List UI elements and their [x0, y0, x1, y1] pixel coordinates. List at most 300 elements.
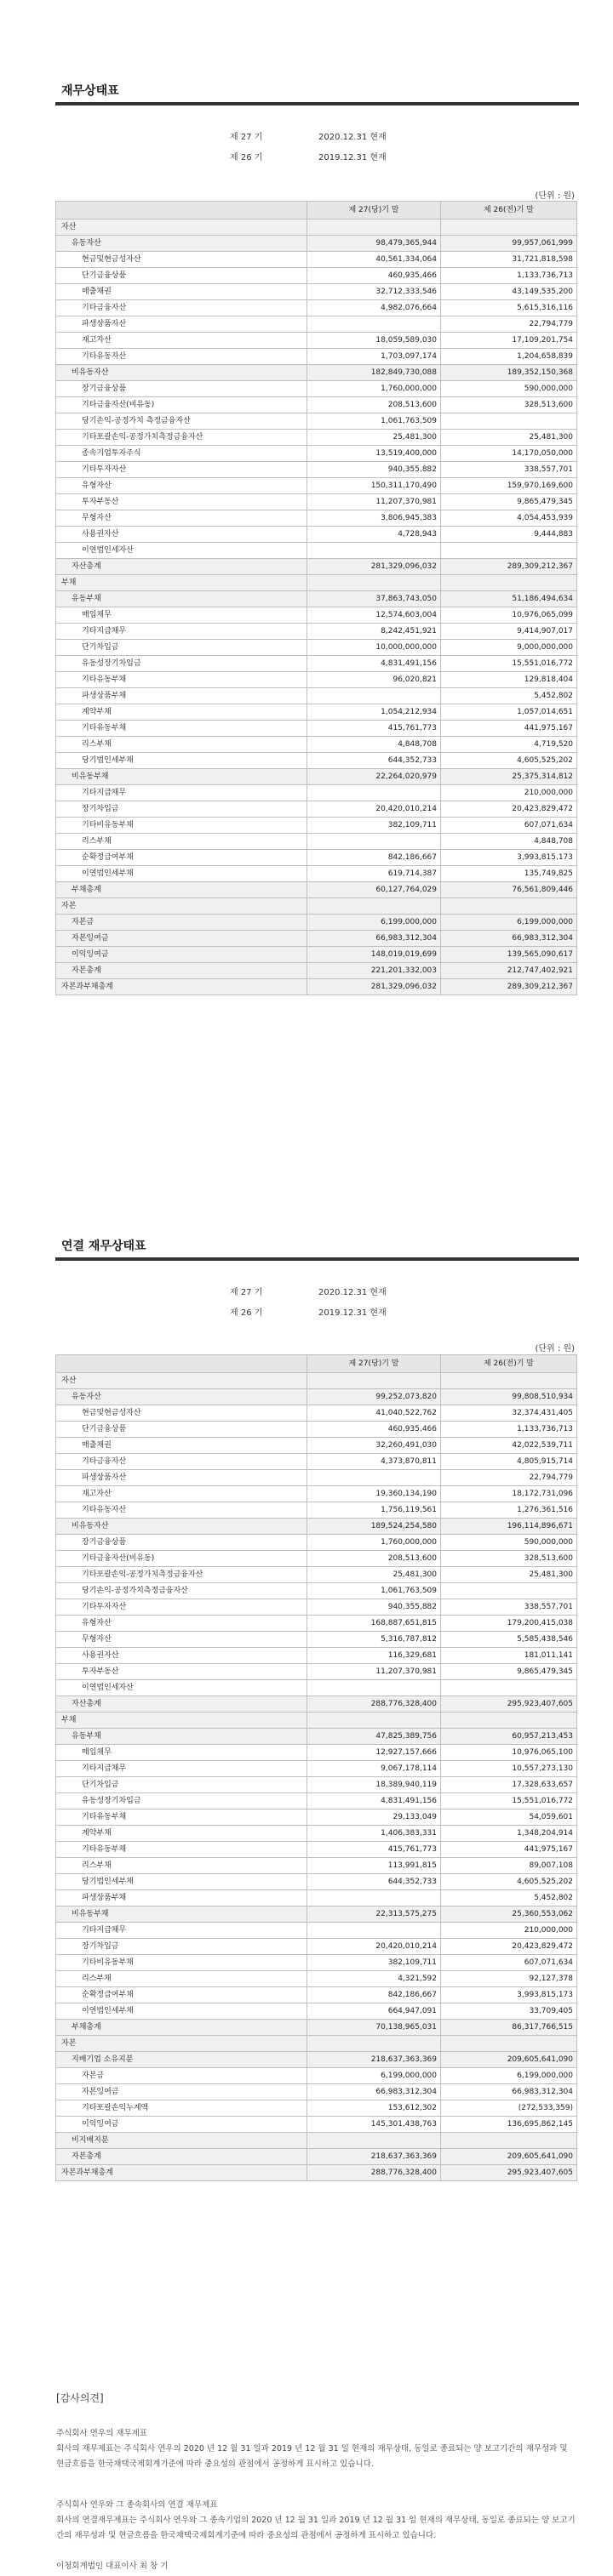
table-row — [56, 1567, 577, 1583]
audit-paragraph — [56, 2498, 576, 2544]
row-current-value: 66,983,312,304 — [307, 2084, 441, 2100]
table-row — [56, 543, 577, 559]
row-previous-value — [441, 898, 577, 915]
period-date: 2019.12.31 현재 — [318, 1308, 387, 1318]
row-current-value: 47,825,389,756 — [307, 1729, 441, 1745]
table-row — [56, 494, 577, 510]
row-current-value: 218,637,363,369 — [307, 2149, 441, 2165]
row-current-value: 18,059,589,030 — [307, 333, 441, 349]
row-label: 투자부동산 — [56, 1664, 307, 1680]
row-label: 이연법인세부채 — [56, 2003, 307, 2020]
row-previous-value — [441, 1373, 577, 1389]
table-row — [56, 2133, 577, 2149]
table-row — [56, 1809, 577, 1826]
table-row — [56, 721, 577, 737]
row-previous-value: 590,000,000 — [441, 381, 577, 397]
row-current-value: 208,513,600 — [307, 1551, 441, 1567]
row-current-value: 116,329,681 — [307, 1648, 441, 1664]
row-label: 당기법인세부채 — [56, 753, 307, 769]
row-label: 계약부채 — [56, 1826, 307, 1842]
table-row — [56, 1422, 577, 1438]
row-previous-value — [441, 2036, 577, 2052]
row-previous-value: 22,794,779 — [441, 1470, 577, 1486]
row-label: 유동성장기차입금 — [56, 1793, 307, 1809]
row-previous-value: 1,133,736,713 — [441, 268, 577, 284]
table-row — [56, 559, 577, 575]
row-previous-value: 9,865,479,345 — [441, 494, 577, 510]
table-row — [56, 1939, 577, 1955]
period-date: 2020.12.31 현재 — [318, 133, 387, 142]
table-row — [56, 365, 577, 381]
row-previous-value: 181,011,141 — [441, 1648, 577, 1664]
period-date: 2019.12.31 현재 — [318, 153, 387, 162]
row-current-value: 11,207,370,981 — [307, 1664, 441, 1680]
table-row — [56, 1842, 577, 1858]
row-previous-value — [441, 2133, 577, 2149]
row-current-value: 25,481,300 — [307, 1567, 441, 1583]
row-label: 종속기업투자주식 — [56, 446, 307, 462]
row-current-value: 415,761,773 — [307, 721, 441, 737]
row-previous-value — [441, 413, 577, 430]
table-row — [56, 1373, 577, 1389]
row-label: 파생상품자산 — [56, 1470, 307, 1486]
row-label: 단기차입금 — [56, 640, 307, 656]
row-label: 매입채무 — [56, 607, 307, 624]
table-row — [56, 963, 577, 979]
table-row — [56, 947, 577, 963]
row-previous-value: 5,452,802 — [441, 688, 577, 704]
row-label: 계약부채 — [56, 704, 307, 721]
row-previous-value: 1,057,014,651 — [441, 704, 577, 721]
row-previous-value — [441, 1680, 577, 1696]
row-previous-value: 295,923,407,605 — [441, 2165, 577, 2181]
row-current-value: 19,360,134,190 — [307, 1486, 441, 1502]
row-label: 기타비유동부채 — [56, 818, 307, 834]
row-previous-value: 4,605,525,202 — [441, 753, 577, 769]
table-row — [56, 1405, 577, 1422]
table-row — [56, 1664, 577, 1680]
unit-label: (단위 : 원) — [535, 1344, 575, 1354]
row-previous-value: 99,957,061,999 — [441, 236, 577, 252]
table-row — [56, 413, 577, 430]
section-rule — [55, 102, 579, 105]
row-label: 매출채권 — [56, 1438, 307, 1454]
row-label: 무형자산 — [56, 510, 307, 527]
row-previous-value: 590,000,000 — [441, 1535, 577, 1551]
row-previous-value: 196,114,896,671 — [441, 1519, 577, 1535]
row-previous-value: 4,848,708 — [441, 834, 577, 850]
table-row — [56, 284, 577, 300]
table-row — [56, 478, 577, 494]
row-previous-value: 33,709,405 — [441, 2003, 577, 2020]
row-label: 기타지급채무 — [56, 624, 307, 640]
row-current-value: 40,561,334,064 — [307, 252, 441, 268]
row-current-value: 25,481,300 — [307, 430, 441, 446]
period-label: 제 26 기 — [230, 153, 263, 162]
row-previous-value: 9,865,479,345 — [441, 1664, 577, 1680]
table-header-row — [56, 202, 577, 219]
row-previous-value: 10,557,273,130 — [441, 1761, 577, 1777]
row-label: 자본잉여금 — [56, 2084, 307, 2100]
row-previous-value: 159,970,169,600 — [441, 478, 577, 494]
row-label: 기타투자자산 — [56, 462, 307, 478]
row-previous-value: 17,328,633,657 — [441, 1777, 577, 1793]
row-current-value: 281,329,096,032 — [307, 559, 441, 575]
row-label: 부채 — [56, 575, 307, 591]
row-current-value — [307, 1680, 441, 1696]
row-current-value: 842,186,667 — [307, 1987, 441, 2003]
period-current — [230, 1285, 387, 1297]
table-row — [56, 2003, 577, 2020]
row-label: 기타금융자산 — [56, 1454, 307, 1470]
table-row — [56, 1470, 577, 1486]
row-previous-value: 136,695,862,145 — [441, 2117, 577, 2133]
table-row — [56, 268, 577, 284]
table-header-row — [56, 1355, 577, 1373]
row-previous-value: 22,794,779 — [441, 316, 577, 333]
row-previous-value: 441,975,167 — [441, 721, 577, 737]
row-current-value: 460,935,466 — [307, 268, 441, 284]
table-row — [56, 769, 577, 785]
table-row — [56, 462, 577, 478]
row-previous-value: 328,513,600 — [441, 397, 577, 413]
period-previous — [230, 150, 387, 162]
row-label: 기타지급채무 — [56, 1923, 307, 1939]
table-row — [56, 607, 577, 624]
row-previous-value: 9,000,000,000 — [441, 640, 577, 656]
row-current-value: 415,761,773 — [307, 1842, 441, 1858]
table-row — [56, 1826, 577, 1842]
table-row — [56, 1729, 577, 1745]
row-current-value: 1,406,383,331 — [307, 1826, 441, 1842]
row-label: 이익잉여금 — [56, 2117, 307, 2133]
row-label: 비유동부채 — [56, 769, 307, 785]
row-current-value: 70,138,965,031 — [307, 2020, 441, 2036]
row-previous-value: (272,533,359) — [441, 2100, 577, 2117]
row-current-value: 9,067,178,114 — [307, 1761, 441, 1777]
table-row — [56, 898, 577, 915]
row-previous-value: 210,000,000 — [441, 785, 577, 801]
row-label: 자본과부채총계 — [56, 2165, 307, 2181]
table-row — [56, 2117, 577, 2133]
row-current-value: 20,420,010,214 — [307, 801, 441, 818]
row-previous-value: 4,719,520 — [441, 737, 577, 753]
column-header-account — [56, 1355, 307, 1373]
row-label: 자산총계 — [56, 559, 307, 575]
table-row — [56, 801, 577, 818]
row-current-value: 382,109,711 — [307, 818, 441, 834]
row-current-value — [307, 2036, 441, 2052]
table-row — [56, 688, 577, 704]
table-row — [56, 510, 577, 527]
row-current-value — [307, 2133, 441, 2149]
row-current-value — [307, 1373, 441, 1389]
row-previous-value: 1,133,736,713 — [441, 1422, 577, 1438]
row-previous-value: 20,423,829,472 — [441, 801, 577, 818]
row-previous-value: 25,375,314,812 — [441, 769, 577, 785]
row-current-value: 6,199,000,000 — [307, 2068, 441, 2084]
row-previous-value: 43,149,535,200 — [441, 284, 577, 300]
row-current-value — [307, 1923, 441, 1939]
row-previous-value: 129,818,404 — [441, 672, 577, 688]
row-label: 자산 — [56, 219, 307, 236]
row-current-value: 145,301,438,763 — [307, 2117, 441, 2133]
row-previous-value: 209,605,641,090 — [441, 2052, 577, 2068]
row-label: 당기손익-공정가치 측정금융자산 — [56, 413, 307, 430]
row-current-value: 98,479,365,944 — [307, 236, 441, 252]
row-label: 자본금 — [56, 915, 307, 931]
table-row — [56, 1454, 577, 1470]
table-row — [56, 1616, 577, 1632]
row-label: 이연법인세자산 — [56, 543, 307, 559]
table-row — [56, 1486, 577, 1502]
row-previous-value: 441,975,167 — [441, 1842, 577, 1858]
row-label: 기타포괄손익-공정가치측정금융자산 — [56, 430, 307, 446]
row-previous-value: 18,172,731,096 — [441, 1486, 577, 1502]
table-row — [56, 381, 577, 397]
row-current-value: 3,806,945,383 — [307, 510, 441, 527]
row-label: 기타유동부채 — [56, 721, 307, 737]
table-row — [56, 882, 577, 898]
row-label: 재고자산 — [56, 1486, 307, 1502]
row-previous-value: 42,022,539,711 — [441, 1438, 577, 1454]
row-previous-value: 5,452,802 — [441, 1890, 577, 1906]
row-previous-value: 9,444,883 — [441, 527, 577, 543]
row-current-value: 221,201,332,003 — [307, 963, 441, 979]
row-current-value: 113,991,815 — [307, 1858, 441, 1874]
row-current-value: 1,054,212,934 — [307, 704, 441, 721]
row-previous-value: 86,317,766,515 — [441, 2020, 577, 2036]
row-previous-value: 89,007,108 — [441, 1858, 577, 1874]
row-label: 유형자산 — [56, 478, 307, 494]
table-row — [56, 430, 577, 446]
row-current-value: 218,637,363,369 — [307, 2052, 441, 2068]
row-previous-value: 99,808,510,934 — [441, 1389, 577, 1405]
row-previous-value: 328,513,600 — [441, 1551, 577, 1567]
row-current-value: 41,040,522,762 — [307, 1405, 441, 1422]
table-row — [56, 2068, 577, 2084]
row-current-value: 12,574,603,004 — [307, 607, 441, 624]
period-label: 제 27 기 — [230, 133, 263, 142]
row-previous-value: 338,557,701 — [441, 1599, 577, 1616]
table-row — [56, 1632, 577, 1648]
row-current-value: 37,863,743,050 — [307, 591, 441, 607]
row-current-value: 4,831,491,156 — [307, 656, 441, 672]
row-previous-value: 607,071,634 — [441, 818, 577, 834]
table-row — [56, 1874, 577, 1890]
row-previous-value: 76,561,809,446 — [441, 882, 577, 898]
row-previous-value: 32,374,431,405 — [441, 1405, 577, 1422]
row-previous-value: 3,993,815,173 — [441, 850, 577, 866]
audit-paragraph — [56, 2426, 576, 2472]
row-label: 유동자산 — [56, 1389, 307, 1405]
table-row — [56, 1519, 577, 1535]
row-current-value: 940,355,882 — [307, 462, 441, 478]
row-label: 기타금융자산 — [56, 300, 307, 316]
table-row — [56, 2084, 577, 2100]
table-row — [56, 527, 577, 543]
row-current-value: 150,311,170,490 — [307, 478, 441, 494]
row-label: 장기차입금 — [56, 1939, 307, 1955]
row-previous-value: 9,414,907,017 — [441, 624, 577, 640]
row-label: 리스부채 — [56, 1971, 307, 1987]
row-current-value: 13,519,400,000 — [307, 446, 441, 462]
row-previous-value — [441, 1713, 577, 1729]
table-row — [56, 672, 577, 688]
row-current-value: 1,760,000,000 — [307, 381, 441, 397]
row-previous-value: 10,976,065,100 — [441, 1745, 577, 1761]
row-label: 기타투자자산 — [56, 1599, 307, 1616]
table-row — [56, 2149, 577, 2165]
section-title: 재무상태표 — [61, 84, 119, 98]
table-row — [56, 1793, 577, 1809]
row-previous-value: 338,557,701 — [441, 462, 577, 478]
row-current-value: 4,728,943 — [307, 527, 441, 543]
row-current-value: 11,207,370,981 — [307, 494, 441, 510]
row-label: 부채총계 — [56, 882, 307, 898]
row-current-value: 644,352,733 — [307, 1874, 441, 1890]
row-current-value: 32,712,333,546 — [307, 284, 441, 300]
row-label: 자본 — [56, 898, 307, 915]
row-label: 이익잉여금 — [56, 947, 307, 963]
row-label: 기타지급채무 — [56, 785, 307, 801]
row-label: 부채 — [56, 1713, 307, 1729]
row-previous-value: 210,000,000 — [441, 1923, 577, 1939]
row-label: 자본총계 — [56, 2149, 307, 2165]
table-row — [56, 2020, 577, 2036]
row-current-value: 1,703,097,174 — [307, 349, 441, 365]
row-previous-value: 60,957,213,453 — [441, 1729, 577, 1745]
row-label: 장기금융상품 — [56, 381, 307, 397]
table-row — [56, 1680, 577, 1696]
row-current-value — [307, 1470, 441, 1486]
table-row — [56, 446, 577, 462]
row-current-value: 22,313,575,275 — [307, 1906, 441, 1923]
row-current-value: 153,612,302 — [307, 2100, 441, 2117]
row-label: 자본 — [56, 2036, 307, 2052]
table-row — [56, 397, 577, 413]
row-current-value: 940,355,882 — [307, 1599, 441, 1616]
row-previous-value — [441, 1583, 577, 1599]
column-header-previous: 제 26(전)기 말 — [441, 202, 577, 219]
table-row — [56, 1858, 577, 1874]
row-label: 지배기업 소유지분 — [56, 2052, 307, 2068]
row-previous-value: 51,186,494,634 — [441, 591, 577, 607]
row-label: 기타유동부채 — [56, 1842, 307, 1858]
table-row — [56, 575, 577, 591]
table-row — [56, 2036, 577, 2052]
row-current-value: 4,373,870,811 — [307, 1454, 441, 1470]
row-previous-value: 289,309,212,367 — [441, 979, 577, 995]
row-label: 이연법인세자산 — [56, 1680, 307, 1696]
table-row — [56, 316, 577, 333]
table-row — [56, 656, 577, 672]
row-current-value: 842,186,667 — [307, 850, 441, 866]
row-label: 당기법인세부채 — [56, 1874, 307, 1890]
row-current-value: 1,061,763,509 — [307, 413, 441, 430]
row-previous-value: 15,551,016,772 — [441, 1793, 577, 1809]
row-label: 단기금융상품 — [56, 1422, 307, 1438]
table-row — [56, 1777, 577, 1793]
row-current-value: 66,983,312,304 — [307, 931, 441, 947]
section-title: 연결 재무상태표 — [61, 1240, 146, 1253]
row-previous-value: 607,071,634 — [441, 1955, 577, 1971]
row-previous-value: 17,109,201,754 — [441, 333, 577, 349]
table-row — [56, 2052, 577, 2068]
row-current-value: 22,264,020,979 — [307, 769, 441, 785]
table-row — [56, 591, 577, 607]
row-previous-value: 20,423,829,472 — [441, 1939, 577, 1955]
row-label: 순확정급여부채 — [56, 1987, 307, 2003]
table-row — [56, 866, 577, 882]
row-previous-value: 14,170,050,000 — [441, 446, 577, 462]
row-current-value: 10,000,000,000 — [307, 640, 441, 656]
period-label: 제 27 기 — [230, 1288, 263, 1297]
row-label: 자본과부채총계 — [56, 979, 307, 995]
row-current-value — [307, 898, 441, 915]
row-previous-value: 6,199,000,000 — [441, 915, 577, 931]
audit-paragraph-body: 회사의 재무제표는 주식회사 연우의 2020 년 12 월 31 일과 2019 년 12 월 31 일 현재의 재무상태, 동일로 종료되는 양 보고기간의 재무성과 및 현금흐름을 한국채택국제회계기준에 따라 중요성의 관점에서 공정하게 표시하고 있습니다. — [56, 2444, 568, 2469]
row-previous-value: 189,352,150,368 — [441, 365, 577, 381]
row-current-value: 644,352,733 — [307, 753, 441, 769]
table-row — [56, 737, 577, 753]
table-row — [56, 236, 577, 252]
row-current-value: 4,982,076,664 — [307, 300, 441, 316]
row-current-value: 4,831,491,156 — [307, 1793, 441, 1809]
row-label: 기타유동자산 — [56, 349, 307, 365]
row-label: 매입채무 — [56, 1745, 307, 1761]
table-row — [56, 624, 577, 640]
consolidated-balance-sheet-table — [55, 1354, 577, 2181]
row-label: 유동자산 — [56, 236, 307, 252]
table-row — [56, 1648, 577, 1664]
row-current-value — [307, 543, 441, 559]
row-current-value: 1,756,119,561 — [307, 1502, 441, 1519]
row-previous-value: 1,348,204,914 — [441, 1826, 577, 1842]
table-row — [56, 1583, 577, 1599]
table-row — [56, 1745, 577, 1761]
unit-label: (단위 : 원) — [535, 191, 575, 201]
row-label: 기타유동자산 — [56, 1502, 307, 1519]
period-date: 2020.12.31 현재 — [318, 1288, 387, 1297]
table-row — [56, 979, 577, 995]
row-previous-value: 10,976,065,099 — [441, 607, 577, 624]
row-current-value: 5,316,787,812 — [307, 1632, 441, 1648]
table-row — [56, 1502, 577, 1519]
row-current-value: 281,329,096,032 — [307, 979, 441, 995]
section-rule — [55, 1257, 579, 1261]
row-label: 투자부동산 — [56, 494, 307, 510]
row-current-value: 619,714,387 — [307, 866, 441, 882]
row-previous-value: 25,481,300 — [441, 430, 577, 446]
row-label: 장기금융상품 — [56, 1535, 307, 1551]
table-row — [56, 834, 577, 850]
table-row — [56, 1389, 577, 1405]
table-row — [56, 252, 577, 268]
table-row — [56, 219, 577, 236]
table-row — [56, 1696, 577, 1713]
table-row — [56, 785, 577, 801]
row-current-value: 60,127,764,029 — [307, 882, 441, 898]
row-previous-value: 1,276,361,516 — [441, 1502, 577, 1519]
row-previous-value — [441, 219, 577, 236]
table-row — [56, 1890, 577, 1906]
row-previous-value: 3,993,815,173 — [441, 1987, 577, 2003]
row-previous-value: 31,721,818,598 — [441, 252, 577, 268]
row-current-value — [307, 834, 441, 850]
column-header-current: 제 27(당)기 말 — [307, 202, 441, 219]
audit-paragraph-title: 주식회사 연우와 그 종속회사의 연결 재무제표 — [56, 2500, 218, 2510]
